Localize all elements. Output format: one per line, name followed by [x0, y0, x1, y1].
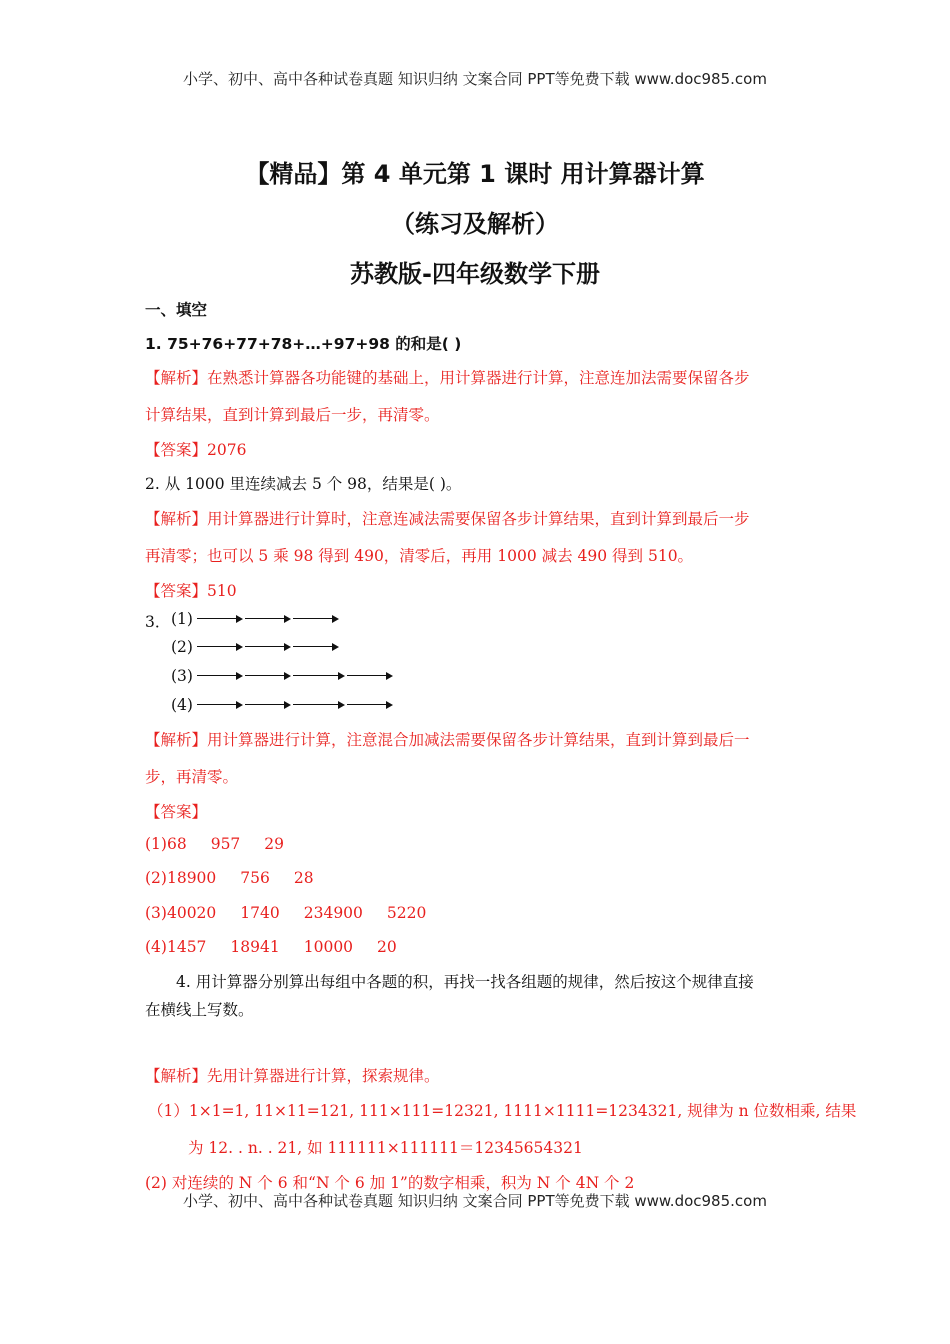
q3-analysis-cont: 步，再清零。 [145, 768, 239, 786]
q4-question: 4. 用计算器分别算出每组中各题的积，再找一找各组题的规律，然后按这个规律直接 [176, 973, 754, 991]
q3-number: 3． [145, 613, 171, 631]
q3-row-3 [171, 667, 395, 685]
q3-answer-label: 【答案】 [145, 803, 208, 821]
section-heading: 一、填空 [145, 301, 208, 319]
answer-value: 1740 [240, 904, 280, 922]
q3-analysis: 【解析】用计算器进行计算，注意混合加减法需要保留各步计算结果，直到计算到最后一 [145, 731, 750, 749]
arrow-icon [245, 614, 291, 624]
answer-value: 18941 [230, 938, 280, 956]
q1-question: 1. 75+76+77+78+…+97+98 的和是( ) [145, 335, 462, 353]
q2-analysis: 【解析】用计算器进行计算时，注意连减法需要保留各步计算结果，直到计算到最后一步 [145, 510, 750, 528]
q3-row-label: (4) [171, 696, 193, 714]
answer-value: 68 [166, 835, 187, 853]
answer-value: 20 [377, 938, 397, 956]
arrow-icon [293, 700, 345, 710]
doc-title: 【精品】第 4 单元第 1 课时 用计算器计算 [245, 160, 705, 188]
arrow-icon [293, 642, 339, 652]
answer-value: 29 [264, 835, 285, 853]
q3-answer-4 [145, 938, 397, 956]
q3-row-1 [171, 610, 341, 628]
answer-value: 756 [240, 869, 270, 887]
arrow-icon [293, 614, 339, 624]
answer-value: 5220 [386, 904, 427, 922]
arrow-icon [197, 671, 243, 681]
q2-question: 2. 从 1000 里连续减去 5 个 98，结果是( )。 [145, 475, 462, 493]
answer-label: (4) [145, 938, 167, 956]
doc-grade: 苏教版-四年级数学下册 [350, 260, 600, 288]
page-header: 小学、初中、高中各种试卷真题 知识归纳 文案合同 PPT等免费下载 www.doc985.com [183, 70, 767, 88]
answer-label: (2) [145, 869, 167, 887]
arrow-icon [197, 642, 243, 652]
answer-value: 234900 [303, 904, 363, 922]
answer-value: 10000 [303, 938, 354, 956]
answer-label: (1) [145, 835, 167, 853]
answer-value: 40020 [166, 904, 217, 922]
q1-answer: 【答案】2076 [145, 441, 247, 459]
arrow-icon [245, 671, 291, 681]
q3-row-label: (2) [171, 638, 193, 656]
arrow-icon [347, 671, 393, 681]
q3-row-label: (1) [171, 610, 193, 628]
q1-analysis-cont: 计算结果，直到计算到最后一步，再清零。 [145, 406, 440, 424]
q3-row-2 [171, 638, 341, 656]
arrow-icon [347, 700, 393, 710]
q4-part1-cont: 为 12. . n. . 21, 如 111111×111111＝12345654321 [188, 1139, 583, 1157]
arrow-icon [245, 642, 291, 652]
q4-part2: (2) 对连续的 N 个 6 和“N 个 6 加 1”的数字相乘，积为 N 个 4N 个 2 [145, 1174, 635, 1192]
answer-value: 18900 [166, 869, 217, 887]
arrow-icon [197, 614, 243, 624]
q1-analysis: 【解析】在熟悉计算器各功能键的基础上，用计算器进行计算，注意连加法需要保留各步 [145, 369, 750, 387]
q2-answer: 【答案】510 [145, 582, 237, 600]
page-footer: 小学、初中、高中各种试卷真题 知识归纳 文案合同 PPT等免费下载 www.doc985.com [183, 1192, 767, 1210]
q2-analysis-cont: 再清零；也可以 5 乘 98 得到 490，清零后，再用 1000 减去 490 得到 510。 [145, 547, 694, 565]
answer-value: 28 [293, 869, 314, 887]
q4-analysis: 【解析】先用计算器进行计算，探索规律。 [145, 1067, 440, 1085]
q3-answer-3 [145, 904, 426, 922]
answer-value: 957 [210, 835, 241, 853]
q3-answer-1 [145, 835, 284, 853]
q3-row-label: (3) [171, 667, 193, 685]
arrow-icon [245, 700, 291, 710]
arrow-icon [293, 671, 345, 681]
q4-part1: （1）1×1=1, 11×11=121, 111×111=12321, 1111×1111=1234321, 规律为 n 位数相乘, 结果 [148, 1102, 857, 1120]
doc-subtitle: （练习及解析） [391, 210, 559, 238]
q3-row-4 [171, 696, 395, 714]
arrow-icon [197, 700, 243, 710]
q4-question-cont: 在横线上写数。 [145, 1001, 254, 1019]
answer-value: 1457 [166, 938, 207, 956]
answer-label: (3) [145, 904, 167, 922]
q3-answer-2 [145, 869, 314, 887]
